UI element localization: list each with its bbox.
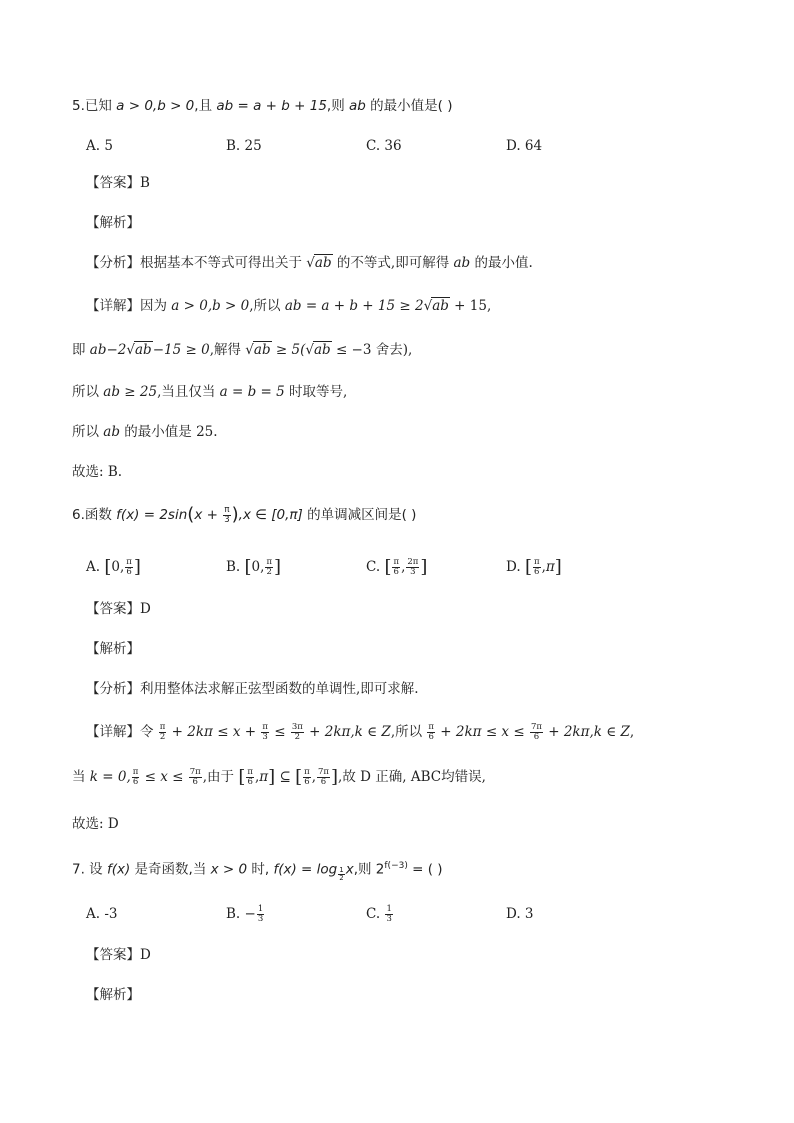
q6-option-c (366, 556, 427, 578)
q6-c-bracket-open: [ (384, 556, 392, 578)
q5-line2-math1: ab−2 (89, 342, 127, 358)
q7-c-frac-num: 1 (386, 904, 392, 914)
q6-c-frac2-num: 2π (407, 557, 419, 567)
q6-a-zero: 0, (111, 559, 125, 575)
q6-l2-frac-e-num: 7π (318, 767, 330, 777)
q6-c-frac1-num: π (393, 557, 400, 567)
q6-fenxi-label: 【分析】 (86, 681, 140, 697)
q6-l2-frac-d-den: 6 (304, 777, 310, 787)
q7-stem-text1: 是奇函数,当 (130, 861, 211, 878)
q6-l2-frac-c-num: π (247, 767, 253, 777)
q6-c-frac2 (406, 558, 419, 577)
q6-l2-br1-close: ] (268, 766, 276, 788)
q6-c-frac2-den: 3 (410, 567, 416, 577)
q6-d-frac-den: 6 (534, 567, 540, 577)
q6-l2-math2: ≤ x ≤ (140, 769, 188, 785)
q6-l2-frac-a-den: 6 (132, 777, 139, 787)
q6-a-frac (125, 558, 133, 577)
q7-stem-suffix: = ( ) (407, 861, 443, 878)
q6-l2-frac-c (246, 768, 254, 787)
q5-fenxi-label: 【分析】 (86, 255, 140, 271)
q5-line2-math2: −15 ≥ 0 (152, 342, 210, 358)
q5-stem: 5.已知 a > 0,b > 0,且 ab = a + b + 15,则 ab 的最小值是( ) (72, 98, 453, 114)
q6-stem (72, 505, 416, 525)
q6-option-b (226, 556, 281, 578)
q6-l2-suffix: ,故 D 正确, ABC均错误, (338, 769, 486, 785)
q5-line3-suffix: 时取等号, (284, 384, 348, 400)
q5-line3-prefix: 所以 (72, 384, 104, 400)
q6-detail-label: 【详解】 (86, 724, 140, 740)
q6-stem-x: x + (194, 507, 223, 523)
q6-l2-frac-d (303, 768, 311, 787)
q5-line2-math3: ≥ 5( (271, 342, 306, 358)
q7-pow-exp: f(−3) (384, 861, 408, 871)
q6-paren-close: ) (231, 504, 239, 525)
q7-answer-value: D (140, 947, 151, 963)
q6-option-d-label: D. (506, 559, 525, 575)
q6-fenxi-text: 利用整体法求解正弦型函数的单调性,即可求解. (140, 681, 419, 697)
q6-d-frac (533, 558, 541, 577)
q6-option-a (86, 556, 141, 578)
q6-d-frac-b (261, 723, 269, 742)
q6-d-m3: + 2kπ,k ∈ Z (304, 724, 391, 740)
q6-stem-suffix: 的单调减区间是( ) (302, 507, 417, 523)
q7-c-frac (385, 905, 392, 924)
q6-analysis-label: 【解析】 (86, 641, 140, 657)
q5-line4-val: 25 (196, 424, 214, 440)
q7-pow-base: 2 (375, 861, 385, 878)
q6-l2-frac-c-den: 6 (247, 777, 253, 787)
q6-d-m2: ≤ (269, 724, 290, 740)
q7-analysis-label: 【解析】 (86, 987, 140, 1003)
q6-frac-den: 3 (224, 514, 230, 525)
q6-stem-func: f(x) = 2sin (116, 507, 188, 523)
q5-line4-text: 的最小值是 (120, 424, 197, 440)
q6-option-a-label: A. (86, 559, 105, 575)
q7-option-d: D. 3 (506, 906, 534, 922)
q6-l2-math1: k = 0, (89, 769, 131, 785)
q5-detail-line4 (72, 422, 218, 442)
q5-detail: 【详解】因为 a > 0,b > 0,所以 ab = a + b + 15 ≥ 2√ab + 15, (86, 298, 492, 314)
q6-c-frac1 (392, 558, 400, 577)
q6-l2-frac-e (317, 768, 330, 787)
q5-option-a: A. 5 (86, 138, 113, 154)
q7-option-c-label: C. (366, 906, 385, 922)
q7-b-frac-den: 3 (257, 914, 264, 924)
q5-analysis-label: 【解析】 (86, 215, 140, 231)
q5-detail-eq: ab = a + b + 15 ≥ 2 (284, 298, 424, 314)
q5-stem-cond2: ab = a + b + 15 (216, 98, 327, 114)
q5-stem-then: ,则 (326, 98, 350, 114)
q5-detail-line3 (72, 382, 347, 402)
q6-c-comma: , (401, 559, 406, 575)
q6-stem-domain: ,x ∈ [0,π] (238, 507, 303, 523)
q6-b-zero: 0, (251, 559, 265, 575)
q6-detail-ling: 令 (140, 724, 158, 740)
q6-d-frac-d-den: 6 (428, 732, 434, 742)
q5-stem-prefix: 5.已知 (72, 98, 117, 114)
q5-detail-label: 【详解】 (86, 298, 140, 314)
q6-d-end: , (629, 724, 635, 740)
q6-d-frac-b-den: 3 (262, 732, 268, 742)
q6-d-frac-c-num: 3π (291, 722, 303, 732)
q5-detail-tail: + 15, (449, 298, 492, 314)
q7-stem-text3: ,则 (353, 861, 376, 878)
q6-choose: 故选: D (72, 816, 119, 832)
q5-detail-line2: 即 ab−2√ab−15 ≥ 0,解得 √ab ≥ 5(√ab ≤ −3 舍去), (72, 342, 413, 358)
q5-line2-sqrt3: ab (313, 342, 331, 358)
q6-d-frac-e-num: 7π (530, 722, 542, 732)
q6-d-frac-b-num: π (262, 722, 268, 732)
q6-b-frac-num: π (266, 557, 273, 567)
q5-fenxi-sqrt: ab (314, 255, 332, 271)
q6-l2-subset: ⊆ (275, 769, 296, 785)
q6-d-frac-num: π (533, 557, 540, 567)
q6-option-b-label: B. (226, 559, 245, 575)
q6-stem-prefix: 6.函数 (72, 507, 117, 523)
q6-c-bracket-close: ] (420, 556, 428, 578)
q6-l2-frac-b (189, 768, 202, 787)
q6-answer (86, 599, 151, 619)
q6-answer-value: D (140, 601, 151, 617)
q6-d-text: ,所以 (390, 724, 427, 740)
q6-l2-frac-d-num: π (304, 767, 310, 777)
q6-d-frac-a-den: 2 (159, 732, 166, 742)
q5-answer (86, 173, 150, 193)
q5-line2-prefix: 即 (72, 342, 90, 358)
q6-d-frac-c (291, 723, 304, 742)
q7-b-frac (257, 905, 264, 924)
q6-d-bracket-close: ] (554, 556, 562, 578)
q6-fenxi (86, 679, 419, 699)
q6-answer-label: 【答案】 (86, 601, 140, 617)
q6-l2-frac-a (132, 768, 140, 787)
q5-line4-prefix: 所以 (72, 424, 104, 440)
q5-line3-math2: a = b = 5 (219, 384, 285, 400)
q7-stem-eq: f(x) = log (273, 861, 338, 878)
q6-d-frac-e (530, 723, 543, 742)
q6-l2-pi: π (259, 769, 269, 785)
q6-d-frac-c-den: 2 (294, 732, 301, 742)
q7-answer-label: 【答案】 (86, 947, 140, 963)
q7-b-frac-num: 1 (257, 904, 264, 914)
q6-c-frac1-den: 6 (393, 567, 399, 577)
q5-line4-ab: ab (103, 424, 120, 440)
q6-frac-num: π (224, 504, 230, 515)
q6-b-bracket-close: ] (274, 556, 282, 578)
q5-detail-cond: a > 0,b > 0 (171, 298, 250, 314)
q7-log-base (337, 866, 345, 883)
q5-line2-sqrt2: ab (253, 342, 271, 358)
q6-b-bracket-open: [ (244, 556, 252, 578)
q6-option-c-label: C. (366, 559, 385, 575)
q5-detail-text2: ,所以 (249, 298, 285, 314)
q5-choose: 故选: B. (72, 464, 123, 480)
q6-d-frac-d-num: π (428, 722, 434, 732)
q6-l2-frac-b-num: 7π (189, 767, 201, 777)
q5-stem-cond1: a > 0,b > 0 (116, 98, 195, 114)
q6-d-bracket-open: [ (524, 556, 532, 578)
q6-l2-br2-close: ] (331, 766, 339, 788)
q6-b-frac-den: 2 (266, 567, 272, 577)
q6-option-d (506, 556, 562, 578)
q5-detail-sqrt: ab (432, 298, 449, 314)
q6-d-pi: π (545, 559, 555, 575)
q5-option-d: D. 64 (506, 138, 543, 154)
q5-line2-math4: ≤ −3 舍去), (331, 342, 413, 358)
q6-a-bracket-open: [ (104, 556, 112, 578)
q6-frac-pi-3 (223, 506, 230, 525)
q6-d-frac-a-num: π (159, 722, 166, 732)
q6-d-m5: + 2kπ,k ∈ Z (543, 724, 630, 740)
q5-fenxi-text3: 的最小值. (470, 255, 533, 271)
q6-d-m4: + 2kπ ≤ x ≤ (436, 724, 529, 740)
q5-line3-text: ,当且仅当 (157, 384, 220, 400)
q7-c-frac-den: 3 (386, 914, 392, 924)
q7-stem-x: x (345, 861, 354, 878)
q6-detail-line2 (72, 767, 486, 787)
q6-d-frac-d (427, 723, 435, 742)
q5-answer-label: 【答案】 (86, 175, 140, 191)
q5-fenxi-ab: ab (453, 255, 471, 271)
q7-option-a: A. -3 (86, 906, 118, 922)
q6-l2-br1-open: [ (238, 766, 246, 788)
q5-line2-text: ,解得 (209, 342, 246, 358)
q5-stem-ab: ab (349, 98, 366, 114)
q6-a-frac-den: 6 (126, 567, 132, 577)
q6-d-comma: , (541, 559, 546, 575)
q6-detail (86, 722, 634, 742)
q7-stem-prefix: 7. 设 (72, 861, 107, 878)
q7-log-base-num: 1 (339, 866, 344, 875)
q6-l2-frac-a-num: π (132, 767, 139, 777)
q7-stem-text2: 时, (247, 861, 274, 878)
q5-line4-end: . (213, 424, 218, 440)
q6-a-bracket-close: ] (133, 556, 141, 578)
q5-fenxi: 【分析】根据基本不等式可得出关于 √ab 的不等式,即可解得 ab 的最小值. (86, 255, 533, 271)
q5-fenxi-text2: 的不等式,即可解得 (332, 255, 454, 271)
q6-l2-text: ,由于 (202, 769, 239, 785)
q5-option-b: B. 25 (226, 138, 262, 154)
q6-l2-prefix: 当 (72, 769, 90, 785)
q7-option-b-label: B. − (226, 906, 256, 922)
q6-l2-comma2: , (311, 769, 317, 785)
q6-a-frac-num: π (126, 557, 132, 567)
q7-stem-cond: x > 0 (210, 861, 248, 878)
q6-l2-comma1: , (254, 769, 260, 785)
q7-answer (86, 945, 151, 965)
q7-log-base-den: 2 (339, 874, 344, 883)
q6-d-frac-a (159, 723, 167, 742)
q6-d-frac-e-den: 6 (533, 732, 540, 742)
q5-line3-math: ab ≥ 25 (103, 384, 158, 400)
q6-l2-frac-e-den: 6 (320, 777, 327, 787)
q5-line2-sqrt1: ab (135, 342, 152, 358)
q6-d-m1: + 2kπ ≤ x + (167, 724, 261, 740)
q5-stem-suffix: 的最小值是( ) (365, 98, 453, 114)
q6-b-frac (265, 558, 273, 577)
q6-paren-open: ( (187, 504, 195, 525)
q7-option-c (366, 903, 394, 925)
q5-fenxi-text1: 根据基本不等式可得出关于 (140, 255, 307, 271)
q7-stem-fx: f(x) (106, 861, 131, 878)
q5-detail-text1: 因为 (140, 298, 172, 314)
q6-l2-frac-b-den: 6 (192, 777, 198, 787)
q5-answer-value: B (140, 175, 150, 191)
q5-option-c: C. 36 (366, 138, 402, 154)
q7-stem (72, 856, 443, 885)
q7-option-b (226, 903, 265, 925)
q6-l2-br2-open: [ (295, 766, 303, 788)
